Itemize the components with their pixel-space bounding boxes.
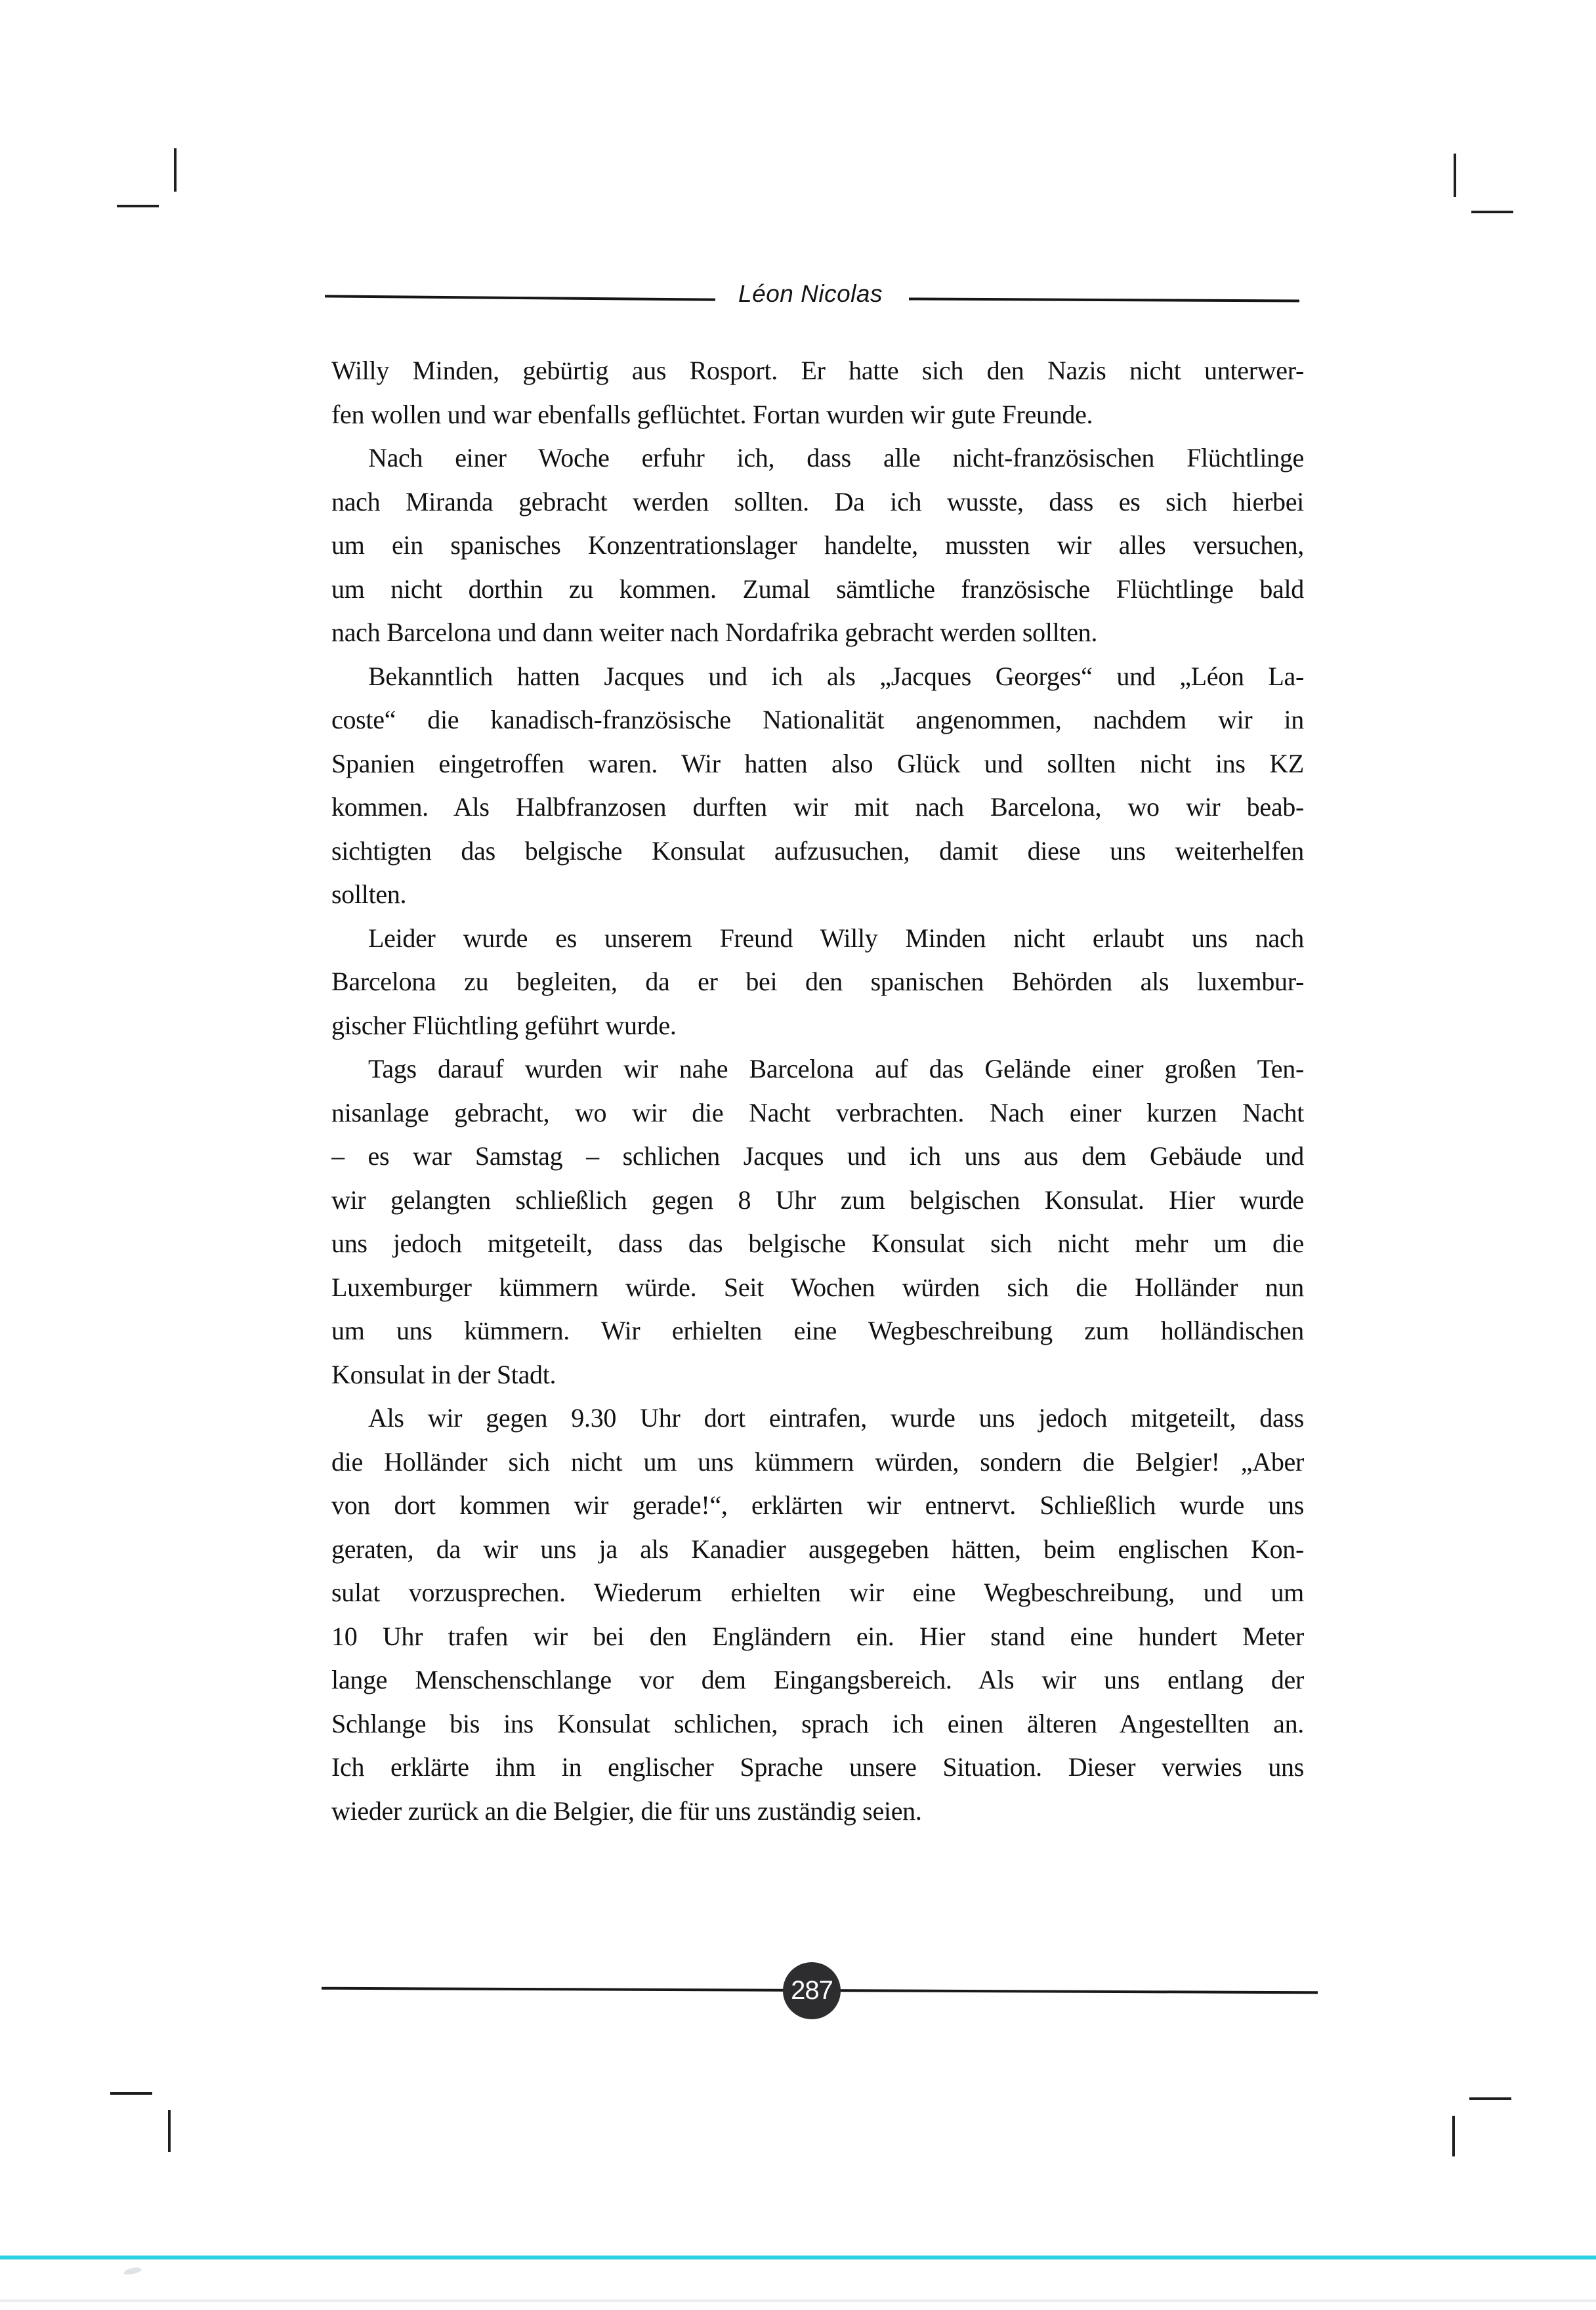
text-line: von dort kommen wir gerade!“, erklärten wir entnervt. Schließlich wurde uns (331, 1490, 1304, 1520)
text-line: lange Menschenschlange vor dem Eingangsbereich. Als wir uns entlang der (331, 1665, 1304, 1694)
text-line: 10 Uhr trafen wir bei den Engländern ein. Hier stand eine hundert Meter (331, 1621, 1304, 1651)
text-line: Konsulat in der Stadt. (331, 1359, 556, 1389)
crop-mark-top-left-horizontal (117, 205, 159, 207)
text-line: wieder zurück an die Belgier, die für uns zuständig seien. (331, 1796, 922, 1826)
paragraph (331, 349, 1304, 436)
text-line: Barcelona zu begleiten, da er bei den spanischen Behörden als luxembur- (331, 967, 1304, 996)
crop-mark-bottom-right-vertical (1452, 2116, 1455, 2156)
crop-mark-bottom-left-vertical (168, 2110, 171, 2152)
text-line: gischer Flüchtling geführt wurde. (331, 1010, 677, 1040)
text-line: – es war Samstag – schlichen Jacques und ich uns aus dem Gebäude und (331, 1141, 1304, 1171)
text-line: uns jedoch mitgeteilt, dass das belgische Konsulat sich nicht mehr um die (331, 1228, 1304, 1258)
text-line: Spanien eingetroffen waren. Wir hatten also Glück und sollten nicht ins KZ (331, 748, 1304, 778)
header-rule-left (325, 295, 715, 301)
text-line: nisanlage gebracht, wo wir die Nacht verbrachten. Nach einer kurzen Nacht (331, 1097, 1304, 1127)
text-line: sichtigten das belgische Konsulat aufzusuchen, damit diese uns weiterhelfen (331, 835, 1304, 866)
paragraph (331, 436, 1304, 655)
body-text (331, 349, 1304, 1833)
crop-mark-bottom-left-horizontal (110, 2092, 152, 2095)
page-bottom-edge (0, 2300, 1596, 2302)
crop-mark-top-right-horizontal (1471, 211, 1513, 213)
text-line: Bekanntlich hatten Jacques und ich als „Jacques Georges“ und „Léon La- (368, 661, 1304, 691)
crop-mark-top-left-vertical (174, 148, 177, 192)
text-line: um nicht dorthin zu kommen. Zumal sämtliche französische Flüchtlinge bald (331, 574, 1304, 604)
running-header-title: Léon Nicolas (738, 280, 883, 307)
text-line: Tags darauf wurden wir nahe Barcelona auf das Gelände einer großen Ten- (368, 1054, 1304, 1083)
text-line: geraten, da wir uns ja als Kanadier ausgegeben hätten, beim englischen Kon- (331, 1534, 1304, 1564)
text-line: nach Barcelona und dann weiter nach Nordafrika gebracht werden sollten. (331, 618, 1098, 647)
text-line: Nach einer Woche erfuhr ich, dass alle nicht-französischen Flüchtlinge (368, 443, 1304, 472)
text-line: Leider wurde es unserem Freund Willy Minden nicht erlaubt uns nach (368, 923, 1304, 953)
crop-mark-bottom-right-horizontal (1469, 2097, 1511, 2100)
page-number-badge (783, 1962, 841, 2019)
paragraph (331, 1396, 1304, 1833)
text-line: kommen. Als Halbfranzosen durften wir mit nach Barcelona, wo wir beab- (331, 792, 1304, 822)
text-line: sulat vorzusprechen. Wiederum erhielten wir eine Wegbeschreibung, und um (331, 1578, 1304, 1607)
paragraph (331, 917, 1304, 1048)
text-line: die Holländer sich nicht um uns kümmern würden, sondern die Belgier! „Aber (331, 1446, 1304, 1477)
scan-smudge (123, 2266, 142, 2276)
cyan-accent-line (0, 2256, 1596, 2259)
text-line: Ich erklärte ihm in englischer Sprache unsere Situation. Dieser verwies uns (331, 1752, 1304, 1782)
text-line: um uns kümmern. Wir erhielten eine Wegbeschreibung zum holländischen (331, 1316, 1304, 1345)
page-number: 287 (791, 1976, 833, 2005)
text-line: Willy Minden, gebürtig aus Rosport. Er hatte sich den Nazis nicht unterwer- (331, 356, 1304, 385)
text-line: fen wollen und war ebenfalls geflüchtet. Fortan wurden wir gute Freunde. (331, 399, 1093, 429)
text-line: wir gelangten schließlich gegen 8 Uhr zum belgischen Konsulat. Hier wurde (331, 1185, 1304, 1215)
text-line: um ein spanisches Konzentrationslager handelte, mussten wir alles versuchen, (331, 530, 1304, 560)
crop-mark-top-right-vertical (1454, 154, 1456, 197)
text-line: nach Miranda gebracht werden sollten. Da ich wusste, dass es sich hierbei (331, 486, 1304, 516)
paragraph (331, 655, 1304, 917)
text-line: sollten. (331, 879, 407, 909)
text-line: Luxemburger kümmern würde. Seit Wochen würden sich die Holländer nun (331, 1272, 1304, 1302)
text-line: Als wir gegen 9.30 Uhr dort eintrafen, wurde uns jedoch mitgeteilt, dass (368, 1403, 1304, 1433)
paragraph (331, 1047, 1304, 1396)
text-line: coste“ die kanadisch-französische Nationalität angenommen, nachdem wir in (331, 705, 1304, 734)
text-line: Schlange bis ins Konsulat schlichen, sprach ich einen älteren Angestellten an. (331, 1708, 1304, 1738)
header-rule-right (909, 297, 1299, 302)
